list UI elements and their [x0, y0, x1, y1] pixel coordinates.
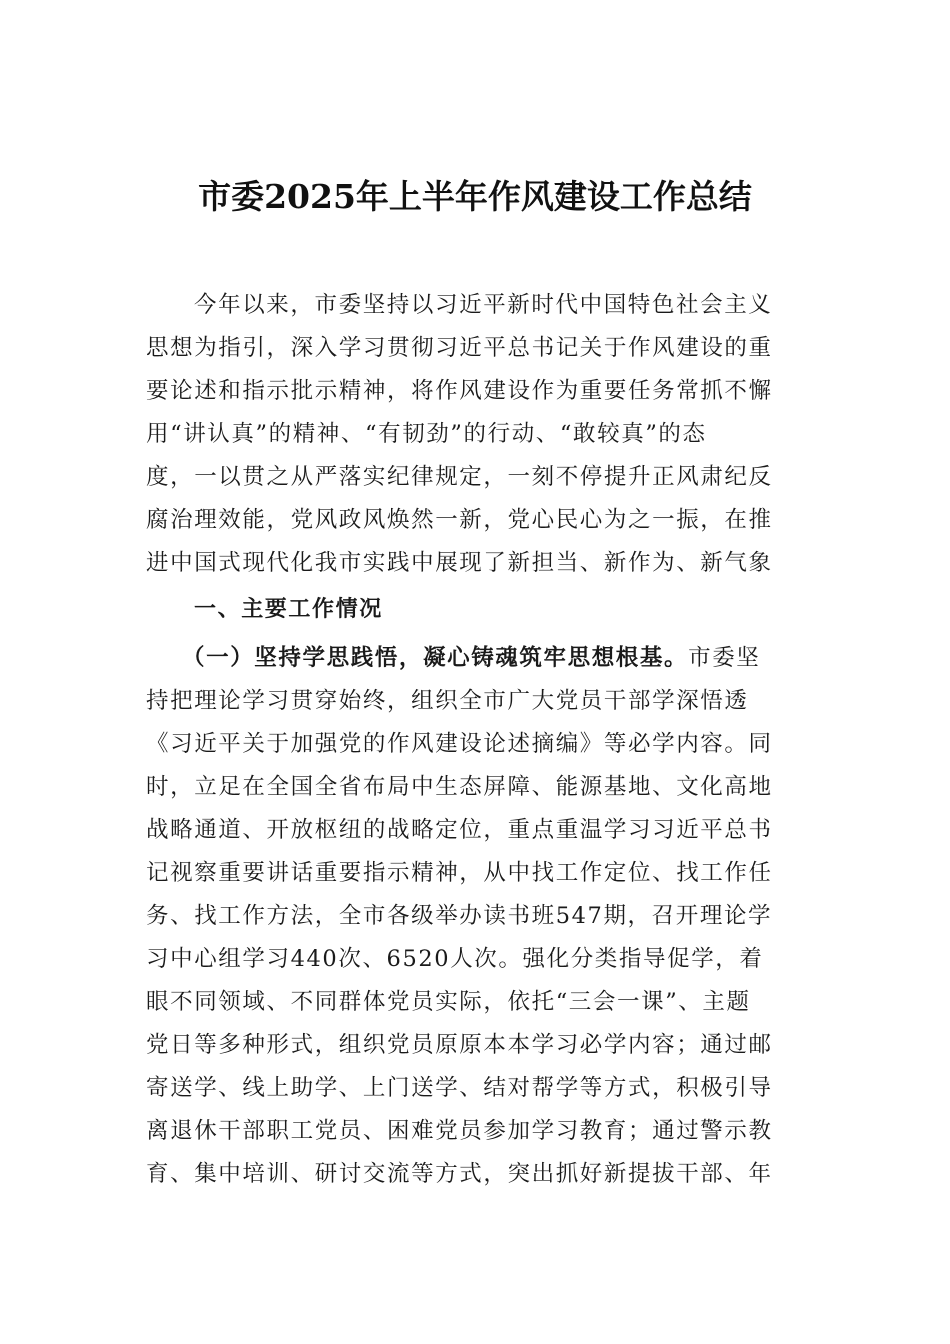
text-line: 《习近平关于加强党的作风建设论述摘编》等必学内容。同	[146, 731, 773, 757]
text-line: 要论述和指示批示精神，将作风建设作为重要任务常抓不懈	[146, 378, 773, 404]
subsection-heading: （一）坚持学思践悟，凝心铸魂筑牢思想根基。	[182, 645, 689, 671]
text-line: 思想为指引，深入学习贯彻习近平总书记关于作风建设的重	[146, 335, 773, 361]
text-line: 进中国式现代化我市实践中展现了新担当、新作为、新气象	[146, 550, 773, 576]
text-line: 离退休干部职工党员、困难党员参加学习教育；通过警示教	[146, 1118, 773, 1144]
section-heading-block	[146, 588, 812, 631]
text-line: 腐治理效能，党风政风焕然一新，党心民心为之一振，在推	[146, 507, 773, 533]
text-line: 党日等多种形式，组织党员原原本本学习必学内容；通过邮	[146, 1032, 773, 1058]
text-line: 度，一以贯之从严落实纪律规定，一刻不停提升正风肃纪反	[146, 464, 773, 490]
subsection-first-line-rest: 市委坚	[688, 645, 761, 671]
text-line: 用“讲认真”的精神、“有韧劲”的行动、“敢较真”的态	[146, 421, 707, 447]
text-line: 今年以来，市委坚持以习近平新时代中国特色社会主义	[194, 292, 773, 318]
text-line: 寄送学、线上助学、上门送学、结对帮学等方式，积极引导	[146, 1075, 773, 1101]
text-line: 战略通道、开放枢纽的战略定位，重点重温学习习近平总书	[146, 817, 773, 843]
text-line: 时，立足在全国全省布局中生态屏障、能源基地、文化高地	[146, 774, 773, 800]
text-line: 记视察重要讲话重要指示精神，从中找工作定位、找工作任	[146, 860, 773, 886]
subsection-paragraph	[146, 637, 812, 1196]
section-heading: 一、主要工作情况	[194, 597, 383, 622]
text-line: 习中心组学习440次、6520人次。强化分类指导促学，着	[146, 946, 764, 972]
text-line: 持把理论学习贯穿始终，组织全市广大党员干部学深悟透	[146, 688, 749, 714]
document-title: 市委2025年上半年作风建设工作总结	[198, 177, 752, 216]
text-line: 务、找工作方法，全市各级举办读书班547期，召开理论学	[146, 903, 773, 929]
text-line: 眼不同领域、不同群体党员实际，依托“三会一课”、主题	[146, 989, 751, 1015]
text-line: 育、集中培训、研讨交流等方式，突出抓好新提拔干部、年	[146, 1161, 773, 1187]
intro-paragraph	[146, 284, 812, 585]
subsection-first-line	[146, 637, 812, 680]
